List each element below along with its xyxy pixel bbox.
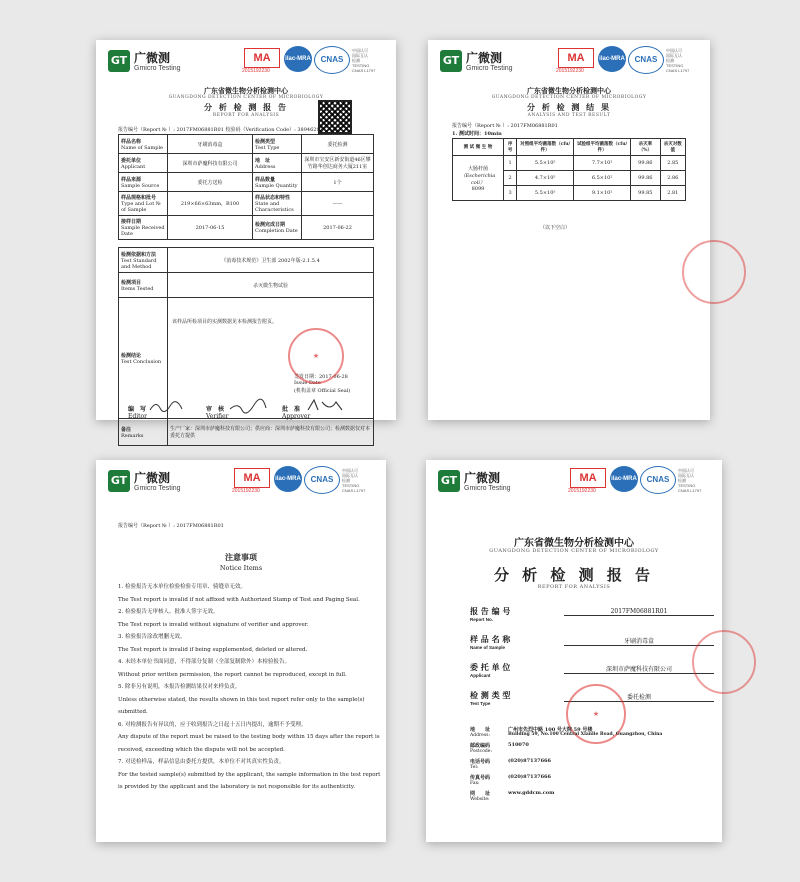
page-header [96, 460, 386, 504]
center-name-en: GUANGDONG DETECTION CENTER OF MICROBIOLOGY [491, 95, 647, 100]
column-header: 序号 [504, 139, 517, 156]
table-row: 3 5.5×10⁵ 9.1×10² 99.85 2.81 [453, 186, 686, 201]
contact-field: 邮政编码 Postcode: 510070 [470, 742, 529, 754]
column-header: 杀灭对数值 [660, 139, 685, 156]
cover-title: 分 析 检 测 报 告 [493, 566, 655, 584]
cnas-logo-icon: CNAS [628, 46, 664, 74]
cma-logo-icon: MA [244, 48, 280, 68]
test-time: 1. 测试时间：10min [452, 131, 502, 137]
ilac-logo-icon: ilac-MRA [274, 466, 302, 492]
table-row: 样品规格和批号 Type and Lot № of Sample 219×66×63mm，B100 样品状态和特性 State and Characteristics —— [119, 192, 374, 216]
contact-field: 电话号码 Tel: (020)87137666 [470, 758, 552, 770]
method-value: 《消毒技术规范》卫生部 2002年版-2.1.5.4 [168, 248, 374, 273]
lab-accreditation: 中国认可 国际互认 检测 TESTING CNAS L1797 [352, 48, 376, 73]
editor-handwriting-icon [148, 400, 188, 414]
page-header [428, 40, 710, 84]
cover-field: 报 告 编 号 Report No. 2017FM06881R01 [470, 606, 510, 622]
ilac-logo-icon: ilac-MRA [598, 46, 626, 72]
notice-item: is provided by the applicant and the laboratory is not responsible for its authenticity. [118, 784, 356, 790]
lab-accreditation: 中国认可 国际互认 检测 TESTING CNAS L1797 [342, 468, 366, 493]
certification-logos [244, 46, 384, 78]
column-header: 试验组平均菌落数（cfu/件） [574, 139, 631, 156]
center-name: 广东省微生物分析检测中心 [204, 87, 288, 95]
certification-logos [558, 46, 698, 78]
table-row: 2 4.7×10⁵ 6.5×10² 99.86 2.86 [453, 171, 686, 186]
cma-logo-icon: MA [570, 468, 606, 488]
official-seal-icon: ★ [288, 328, 344, 384]
qr-code-icon [318, 100, 352, 134]
cnas-logo-icon: CNAS [640, 466, 676, 494]
results-table [452, 138, 686, 201]
gt-logo-icon: GT [438, 470, 460, 492]
seal-note: (机构盖章 Official Seal) [294, 388, 351, 394]
edge-seal-icon [682, 240, 746, 304]
cma-number: 2015192230 [232, 488, 260, 494]
notice-item: The Test report is invalid if being supplemented, deleted or altered. [118, 646, 308, 653]
column-header: 测 试 微 生 物 [453, 139, 504, 156]
report-page-1 [96, 40, 396, 439]
center-name-en: GUANGDONG DETECTION CENTER OF MICROBIOLOGY [489, 548, 659, 554]
cnas-logo-icon: CNAS [314, 46, 350, 74]
brand-name: 广微测 [464, 471, 501, 485]
issue-date-en: Issue Date [294, 380, 321, 386]
verifier-handwriting-icon [228, 400, 268, 414]
column-header: 杀灭率（%） [631, 139, 660, 156]
approver-handwriting-icon [306, 398, 346, 414]
report-number-line: 报告编号（Report № ）: 2017FM06881R01 [452, 123, 558, 129]
brand-name: 广微测 [134, 51, 171, 65]
brand-name-en: Gmicro Testing [134, 485, 181, 492]
method-table: 检测依据和方法 Test Standard and Method 《消毒技术规范》卫生部 2002年版-2.1.5.4 检测项目 Items Tested 杀灭微生物试验 检测结论 Test Conclusion 该样品所检项目的实测数据见本检测报告附页。 签发日期：2017-06-28 Issue Date (机构盖章 Official Seal) 备注 Remarks 生产厂家：深圳市萨魔科技有限公司；供应商：深圳市萨魔科技有限公司；检测数据仅对本委托方提供 [118, 247, 374, 446]
brand-name: 广微测 [466, 51, 503, 65]
notice-item: 5. 除非另有说明，本报告检测结果仅对来样负责。 [118, 684, 241, 690]
notice-title: 注意事项 [225, 553, 257, 562]
report-page-2 [428, 40, 710, 420]
center-name: 广东省微生物分析检测中心 [514, 538, 634, 549]
center-name: 广东省微生物分析检测中心 [527, 87, 611, 95]
brand-name-en: Gmicro Testing [464, 485, 511, 492]
contact-field: 网 址 Website: www.gddcm.com [470, 790, 555, 802]
cma-logo-icon: MA [234, 468, 270, 488]
notice-item: 1. 检验报告无本单位检验检验专用章、骑缝章无效。 [118, 584, 246, 590]
item-value: 杀灭微生物试验 [168, 273, 374, 298]
notice-item: 6. 对检测报告有异议的，应于收到报告之日起十五日内提出，逾期不予受理。 [118, 721, 307, 728]
cover-field: 样 品 名 称 Name of Sample 牙刷消毒盒 [470, 634, 510, 650]
result-title: 分 析 检 测 结 果 [527, 103, 611, 112]
brand-name-en: Gmicro Testing [466, 65, 513, 72]
column-header: 对照组平均菌落数（cfu/件） [517, 139, 574, 156]
notice-item: received, exceeding which the dispute will not be accepted. [118, 746, 285, 753]
edge-seal-icon [692, 630, 756, 694]
table-row: 委托单位 Applicant 深圳市萨魔科技有限公司 地 址 Address 深圳市宝安区新安街道46区攀竹路华创达商务大厦211室 [119, 154, 374, 173]
cma-logo-icon: MA [558, 48, 594, 68]
brand-name-en: Gmicro Testing [134, 65, 181, 72]
verifier-signature: 审 核 Verifier [206, 406, 229, 420]
gt-logo-icon: GT [108, 50, 130, 72]
editor-signature: 编 写 Editor [128, 406, 148, 420]
conclusion-text: 该样品所检项目的实测数据见本检测报告附页。 [172, 319, 278, 325]
certification-logos [570, 466, 710, 498]
notice-item: 2. 检验报告无审核人、批准人签字无效。 [118, 609, 219, 615]
notice-item: Any dispute of the report must be raised to the testing body within 15 days after the report is [118, 734, 380, 740]
lab-accreditation: 中国认可 国际互认 检测 TESTING CNAS L1797 [678, 468, 702, 493]
cover-field: 委 托 单 位 Applicant 深圳市萨魔科技有限公司 [470, 662, 510, 678]
notice-item: 3. 检验报告涂改增删无效。 [118, 634, 186, 640]
sample-info-table [118, 134, 374, 240]
notice-item: For the tested sample(s) submitted by the applicant, the sample information in the test report [118, 771, 381, 778]
page-header [426, 460, 722, 504]
cma-number: 2015192230 [568, 488, 596, 494]
notice-page [96, 460, 386, 842]
blank-note: （以下空白） [540, 225, 571, 231]
notice-item: The Test report is invalid without signature of verifier and approver. [118, 621, 309, 628]
gt-logo-icon: GT [440, 50, 462, 72]
brand-name: 广微测 [134, 471, 171, 485]
notice-item: submitted. [118, 709, 148, 715]
notice-item: The Test report is invalid if not affixed with Authorized Stamp of Test and Paging Seal. [118, 596, 360, 603]
official-seal-icon: ★ [566, 684, 626, 744]
gt-logo-icon: GT [108, 470, 130, 492]
page-header [96, 40, 396, 84]
report-title-en: REPORT FOR ANALYSIS [212, 113, 280, 118]
notice-item: Unless otherwise stated, the results shown in this test report refer only to the sample(s) [118, 696, 365, 703]
table-row: 接样日期 Sample Received Date 2017-06-15 检测完成日期 Completion Date 2017-06-22 [119, 216, 374, 240]
issue-date: 签发日期：2017-06-28 [294, 374, 348, 380]
certification-logos [234, 466, 374, 498]
notice-item: Without prior written permission, the report cannot be reproduced, except in full. [118, 671, 347, 678]
contact-field: 地 址 Address: 广州市先烈中路 100 号大院 59 号楼 Building 59, No.100 Central Xianlie Road, Guangzhou, China [470, 727, 663, 738]
notice-item: 4. 未经本单位书面同意，不得部分复制（全部复制除外）本检验报告。 [118, 659, 290, 665]
cnas-logo-icon: CNAS [304, 466, 340, 494]
remarks-value: 生产厂家：深圳市萨魔科技有限公司；供应商：深圳市萨魔科技有限公司；检测数据仅对本委托方提供 [168, 419, 374, 446]
cma-number: 2015192230 [242, 68, 270, 74]
report-title: 分 析 检 测 报 告 [204, 103, 288, 112]
cover-title-en: REPORT FOR ANALYSIS [537, 584, 611, 590]
report-number-line: 报告编号（Report № ）: 2017FM06881R01 [118, 523, 224, 529]
cma-number: 2015192230 [556, 68, 584, 74]
table-row: 大肠杆菌 （Escherichia coli） 8099 1 5.5×10⁵ 7.7×10² 99.86 2.85 [453, 156, 686, 171]
center-name-en: GUANGDONG DETECTION CENTER OF MICROBIOLOGY [168, 95, 324, 100]
cover-page [426, 460, 722, 842]
report-number-line: 报告编号（Report № ）: 2017FM06881R01 校验码（Verification Code）: 389462S1 [118, 127, 324, 133]
notice-item: 7. 对送检样品，样品信息由委托方提供，本单位不对其真实性负责。 [118, 759, 285, 765]
ilac-logo-icon: ilac-MRA [610, 466, 638, 492]
table-row: 样品来源 Sample Source 委托方送检 样品数量 Sample Quantity 1个 [119, 173, 374, 192]
notice-title-en: Notice Items [219, 564, 263, 572]
table-row: 样品名称 Name of Sample 牙刷消毒盒 检测类型 Test Type 委托检测 [119, 135, 374, 154]
approver-signature: 批 准 Approver [282, 406, 311, 420]
result-title-en: ANALYSIS AND TEST RESULT [527, 113, 611, 118]
lab-accreditation: 中国认可 国际互认 检测 TESTING CNAS L1797 [666, 48, 690, 73]
cover-field: 检 测 类 型 Test Type 委托检测 [470, 690, 510, 706]
ilac-logo-icon: ilac-MRA [284, 46, 312, 72]
contact-field: 传真号码 Fax: (020)87137666 [470, 774, 552, 786]
